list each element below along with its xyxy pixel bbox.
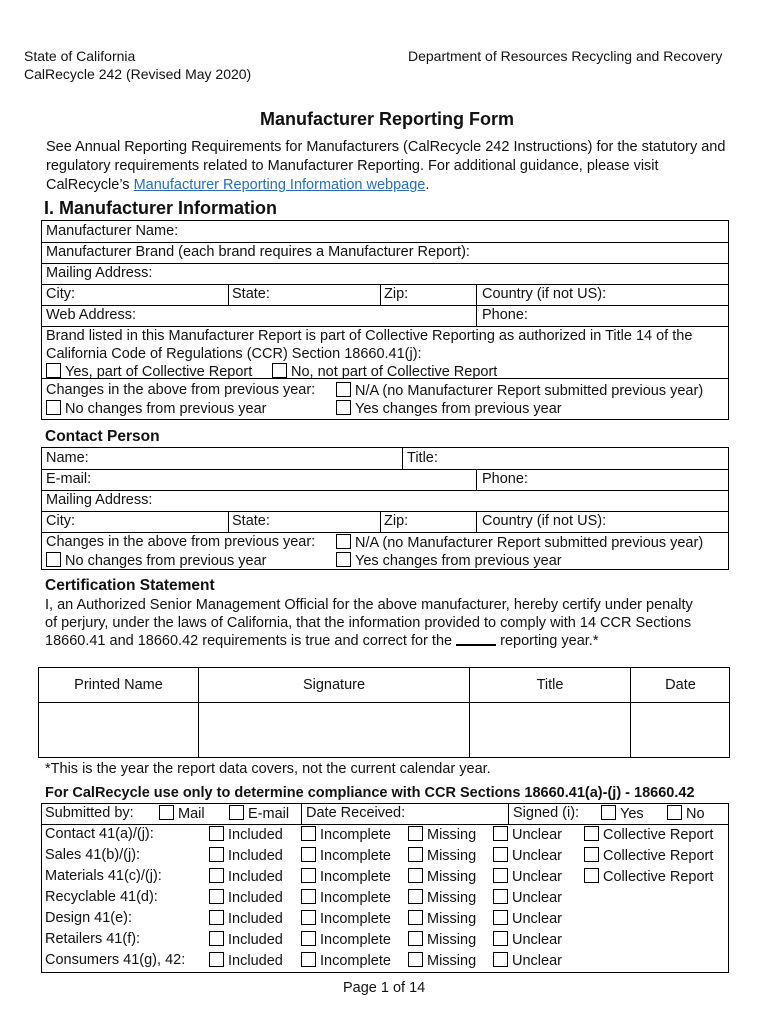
missing-option[interactable] xyxy=(408,847,476,864)
zip-field[interactable]: Zip: xyxy=(384,286,409,302)
title-header: Title xyxy=(536,677,564,693)
contact-yes-changes-checkbox[interactable] xyxy=(336,552,351,567)
yes-collective-label: Yes, part of Collective Report xyxy=(65,364,253,380)
intro-paragraph xyxy=(46,138,746,195)
incomplete-option[interactable] xyxy=(301,910,391,927)
unclear-option[interactable] xyxy=(493,847,562,864)
checklist-row-label: Sales 41(b)/(j): xyxy=(45,847,141,863)
incomplete-option[interactable] xyxy=(301,931,391,948)
contact-table xyxy=(41,447,729,570)
email-checkbox[interactable] xyxy=(229,805,244,820)
missing-option[interactable] xyxy=(408,931,476,948)
yes-changes-option[interactable] xyxy=(336,400,562,417)
contact-no-changes-option[interactable] xyxy=(46,552,267,569)
yes-collective-checkbox[interactable] xyxy=(46,363,61,378)
collective-report-option[interactable] xyxy=(584,868,713,885)
unclear-checkbox[interactable] xyxy=(493,847,508,862)
web-address-field[interactable]: Web Address: xyxy=(46,307,137,323)
reporting-year-blank[interactable] xyxy=(456,634,496,646)
col-divider xyxy=(476,511,477,532)
incomplete-checkbox[interactable] xyxy=(301,826,316,841)
no-changes-label: No changes from previous year xyxy=(65,401,267,417)
contact-zip-field[interactable]: Zip: xyxy=(384,513,409,529)
unclear-checkbox[interactable] xyxy=(493,868,508,883)
contact-yes-changes-option[interactable] xyxy=(336,552,562,569)
missing-option[interactable] xyxy=(408,826,476,843)
yes-changes-checkbox[interactable] xyxy=(336,400,351,415)
contact-heading: Contact Person xyxy=(45,428,160,445)
incomplete-option[interactable] xyxy=(301,868,391,885)
unclear-label: Unclear xyxy=(512,932,562,948)
unclear-checkbox[interactable] xyxy=(493,826,508,841)
collective-report-label: Collective Report xyxy=(603,827,714,843)
na-option[interactable] xyxy=(336,382,703,399)
no-changes-option[interactable] xyxy=(46,400,267,417)
signature-cell[interactable] xyxy=(199,703,469,758)
yes-changes-label: Yes changes from previous year xyxy=(355,401,562,417)
phone-field[interactable]: Phone: xyxy=(482,307,528,323)
intro-text: See Annual Reporting Requirements for Manufacturers (CalRecycle 242 Instructions) for the statutory and regulatory requirements related to Manufacturer Reporting. For additional guidance, please visit CalRecycle’s xyxy=(46,139,726,193)
missing-checkbox[interactable] xyxy=(408,826,423,841)
checklist-row-label: Design 41(e): xyxy=(45,910,133,926)
signed-yes-option[interactable] xyxy=(601,805,644,822)
missing-label: Missing xyxy=(427,911,477,927)
missing-checkbox[interactable] xyxy=(408,931,423,946)
row-divider xyxy=(42,532,728,533)
included-label: Included xyxy=(228,827,283,843)
unclear-label: Unclear xyxy=(512,953,562,969)
intro-end: . xyxy=(425,177,430,193)
contact-phone-field[interactable]: Phone: xyxy=(482,471,528,487)
missing-checkbox[interactable] xyxy=(408,910,423,925)
signed-yes-label: Yes xyxy=(620,806,644,822)
unclear-checkbox[interactable] xyxy=(493,952,508,967)
included-checkbox[interactable] xyxy=(209,847,224,862)
contact-na-label: N/A (no Manufacturer Report submitted previous year) xyxy=(355,535,704,551)
mail-checkbox[interactable] xyxy=(159,805,174,820)
no-collective-label: No, not part of Collective Report xyxy=(291,364,498,380)
incomplete-option[interactable] xyxy=(301,847,391,864)
unclear-option[interactable] xyxy=(493,868,562,885)
checklist-row-label: Recyclable 41(d): xyxy=(45,889,158,905)
incomplete-label: Incomplete xyxy=(320,890,391,906)
incomplete-option[interactable] xyxy=(301,826,391,843)
mailing-address-field[interactable]: Mailing Address: xyxy=(46,265,153,281)
unclear-label: Unclear xyxy=(512,911,562,927)
unclear-checkbox[interactable] xyxy=(493,931,508,946)
signed-no-checkbox[interactable] xyxy=(667,805,682,820)
contact-yes-changes-label: Yes changes from previous year xyxy=(355,553,562,569)
unclear-label: Unclear xyxy=(512,890,562,906)
state-field[interactable]: State: xyxy=(232,286,270,302)
na-checkbox[interactable] xyxy=(336,382,351,397)
city-field[interactable]: City: xyxy=(46,286,75,302)
contact-na-option[interactable] xyxy=(336,534,703,551)
checklist-row-label: Retailers 41(f): xyxy=(45,931,141,947)
collective-report-label: Collective Report xyxy=(603,848,714,864)
unclear-option[interactable] xyxy=(493,826,562,843)
no-collective-checkbox[interactable] xyxy=(272,363,287,378)
section-manufacturer-heading: I. Manufacturer Information xyxy=(44,198,278,218)
unclear-option[interactable] xyxy=(493,931,562,948)
missing-checkbox[interactable] xyxy=(408,889,423,904)
included-option[interactable] xyxy=(209,826,283,843)
included-label: Included xyxy=(228,932,283,948)
department-name: Department of Resources Recycling and Recovery xyxy=(408,48,723,64)
contact-mailing-field[interactable]: Mailing Address: xyxy=(46,492,153,508)
included-option[interactable] xyxy=(209,889,283,906)
checklist-row-label: Materials 41(c)/(j): xyxy=(45,868,162,884)
incomplete-checkbox[interactable] xyxy=(301,889,316,904)
signed-label: Signed (i): xyxy=(513,805,580,821)
incomplete-checkbox[interactable] xyxy=(301,910,316,925)
col-divider xyxy=(402,448,403,469)
unclear-option[interactable] xyxy=(493,952,562,969)
incomplete-label: Incomplete xyxy=(320,827,391,843)
collective-report-option[interactable] xyxy=(584,826,713,843)
col-divider xyxy=(301,803,302,824)
unclear-label: Unclear xyxy=(512,827,562,843)
row-divider xyxy=(42,305,728,306)
printed-name-cell[interactable] xyxy=(39,703,198,758)
incomplete-label: Incomplete xyxy=(320,911,391,927)
col-divider xyxy=(476,284,477,326)
page-title: Manufacturer Reporting Form xyxy=(260,109,515,129)
col-divider xyxy=(228,511,229,532)
signed-no-option[interactable] xyxy=(667,805,705,822)
manufacturer-brand-field[interactable]: Manufacturer Brand (each brand requires a Manufacturer Report): xyxy=(46,244,470,260)
incomplete-label: Incomplete xyxy=(320,932,391,948)
row-divider xyxy=(42,284,728,285)
manufacturer-reporting-link[interactable]: Manufacturer Reporting Information webpage xyxy=(133,177,426,193)
certification-line-3-end: reporting year.* xyxy=(500,633,599,649)
collective-report-checkbox[interactable] xyxy=(584,847,599,862)
email-option[interactable] xyxy=(229,805,289,822)
missing-option[interactable] xyxy=(408,868,476,885)
missing-label: Missing xyxy=(427,953,477,969)
col-divider xyxy=(476,469,477,490)
missing-checkbox[interactable] xyxy=(408,952,423,967)
included-option[interactable] xyxy=(209,847,283,864)
contact-country-field[interactable]: Country (if not US): xyxy=(482,513,607,529)
certification-line-3-text: 18660.41 and 18660.42 requirements is true and correct for the xyxy=(45,633,453,649)
missing-label: Missing xyxy=(427,869,477,885)
signed-no-label: No xyxy=(686,806,705,822)
certification-line-1: I, an Authorized Senior Management Official for the above manufacturer, hereby certify under penalty xyxy=(45,597,693,613)
signature-table xyxy=(38,667,730,758)
included-checkbox[interactable] xyxy=(209,952,224,967)
certification-line-2: of perjury, under the laws of California, that the information provided to comply with 14 CCR Sections xyxy=(45,615,692,631)
col-divider xyxy=(228,284,229,305)
contact-title-field[interactable]: Title: xyxy=(407,450,438,466)
collective-text-2: California Code of Regulations (CCR) Section 18660.41(j): xyxy=(46,346,422,362)
contact-changes-label: Changes in the above from previous year: xyxy=(46,534,316,550)
incomplete-checkbox[interactable] xyxy=(301,952,316,967)
unclear-option[interactable] xyxy=(493,910,562,927)
included-option[interactable] xyxy=(209,910,283,927)
no-changes-checkbox[interactable] xyxy=(46,400,61,415)
email-label: E-mail xyxy=(248,806,290,822)
certification-heading: Certification Statement xyxy=(45,577,215,594)
incomplete-option[interactable] xyxy=(301,889,391,906)
title-cell[interactable] xyxy=(470,703,630,758)
col-divider xyxy=(380,511,381,532)
row-divider xyxy=(42,326,728,327)
row-divider xyxy=(42,242,728,243)
mail-option[interactable] xyxy=(159,805,205,822)
row-divider xyxy=(42,263,728,264)
row-divider xyxy=(42,511,728,512)
yes-collective-option[interactable] xyxy=(46,363,252,380)
date-cell[interactable] xyxy=(631,703,730,758)
row-divider xyxy=(42,490,728,491)
included-label: Included xyxy=(228,869,283,885)
no-collective-option[interactable] xyxy=(272,363,497,380)
collective-report-option[interactable] xyxy=(584,847,713,864)
missing-label: Missing xyxy=(427,890,477,906)
signed-yes-checkbox[interactable] xyxy=(601,805,616,820)
na-label: N/A (no Manufacturer Report submitted previous year) xyxy=(355,383,704,399)
changes-label: Changes in the above from previous year: xyxy=(46,382,316,398)
missing-checkbox[interactable] xyxy=(408,847,423,862)
missing-label: Missing xyxy=(427,932,477,948)
missing-option[interactable] xyxy=(408,952,476,969)
col-divider xyxy=(380,284,381,305)
collective-report-label: Collective Report xyxy=(603,869,714,885)
office-use-table xyxy=(41,803,729,973)
checklist-row-label: Consumers 41(g), 42: xyxy=(45,952,186,968)
contact-no-changes-label: No changes from previous year xyxy=(65,553,267,569)
unclear-checkbox[interactable] xyxy=(493,889,508,904)
contact-no-changes-checkbox[interactable] xyxy=(46,552,61,567)
signature-header: Signature xyxy=(302,677,366,693)
unclear-checkbox[interactable] xyxy=(493,910,508,925)
country-field[interactable]: Country (if not US): xyxy=(482,286,607,302)
date-received-field[interactable]: Date Received: xyxy=(306,805,406,821)
contact-state-field[interactable]: State: xyxy=(232,513,270,529)
incomplete-checkbox[interactable] xyxy=(301,868,316,883)
included-label: Included xyxy=(228,911,283,927)
submitted-by-label: Submitted by: xyxy=(45,805,134,821)
incomplete-checkbox[interactable] xyxy=(301,931,316,946)
included-label: Included xyxy=(228,890,283,906)
included-option[interactable] xyxy=(209,931,283,948)
manufacturer-info-table xyxy=(41,220,729,420)
incomplete-label: Incomplete xyxy=(320,953,391,969)
row-divider xyxy=(41,824,729,825)
missing-label: Missing xyxy=(427,827,477,843)
collective-report-checkbox[interactable] xyxy=(584,868,599,883)
unclear-label: Unclear xyxy=(512,848,562,864)
mail-label: Mail xyxy=(178,806,205,822)
contact-city-field[interactable]: City: xyxy=(46,513,75,529)
incomplete-label: Incomplete xyxy=(320,848,391,864)
manufacturer-name-field[interactable]: Manufacturer Name: xyxy=(46,223,179,239)
included-option[interactable] xyxy=(209,952,283,969)
missing-checkbox[interactable] xyxy=(408,868,423,883)
missing-option[interactable] xyxy=(408,910,476,927)
missing-option[interactable] xyxy=(408,889,476,906)
incomplete-option[interactable] xyxy=(301,952,391,969)
date-header: Date xyxy=(665,677,696,693)
row-divider xyxy=(42,469,728,470)
missing-label: Missing xyxy=(427,848,477,864)
included-label: Included xyxy=(228,953,283,969)
included-checkbox[interactable] xyxy=(209,889,224,904)
included-checkbox[interactable] xyxy=(209,868,224,883)
page-number: Page 1 of 14 xyxy=(343,980,426,996)
collective-report-checkbox[interactable] xyxy=(584,826,599,841)
included-option[interactable] xyxy=(209,868,283,885)
incomplete-label: Incomplete xyxy=(320,869,391,885)
incomplete-checkbox[interactable] xyxy=(301,847,316,862)
form-id: CalRecycle 242 (Revised May 2020) xyxy=(24,66,252,82)
year-footnote: *This is the year the report data covers, not the current calendar year. xyxy=(45,761,491,777)
col-divider xyxy=(508,803,509,824)
included-label: Included xyxy=(228,848,283,864)
included-checkbox[interactable] xyxy=(209,826,224,841)
included-checkbox[interactable] xyxy=(209,931,224,946)
certification-line-3 xyxy=(45,633,598,649)
contact-na-checkbox[interactable] xyxy=(336,534,351,549)
contact-email-field[interactable]: E-mail: xyxy=(46,471,92,487)
state-label: State of California xyxy=(24,48,136,64)
office-use-heading: For CalRecycle use only to determine compliance with CCR Sections 18660.41(a)-(j) - 18660.42 xyxy=(45,785,695,801)
checklist-row-label: Contact 41(a)/(j): xyxy=(45,826,154,842)
unclear-label: Unclear xyxy=(512,869,562,885)
collective-text-1: Brand listed in this Manufacturer Report is part of Collective Reporting as authorized in Title 14 of the xyxy=(46,328,693,344)
unclear-option[interactable] xyxy=(493,889,562,906)
included-checkbox[interactable] xyxy=(209,910,224,925)
contact-name-field[interactable]: Name: xyxy=(46,450,89,466)
printed-name-header: Printed Name xyxy=(74,677,163,693)
